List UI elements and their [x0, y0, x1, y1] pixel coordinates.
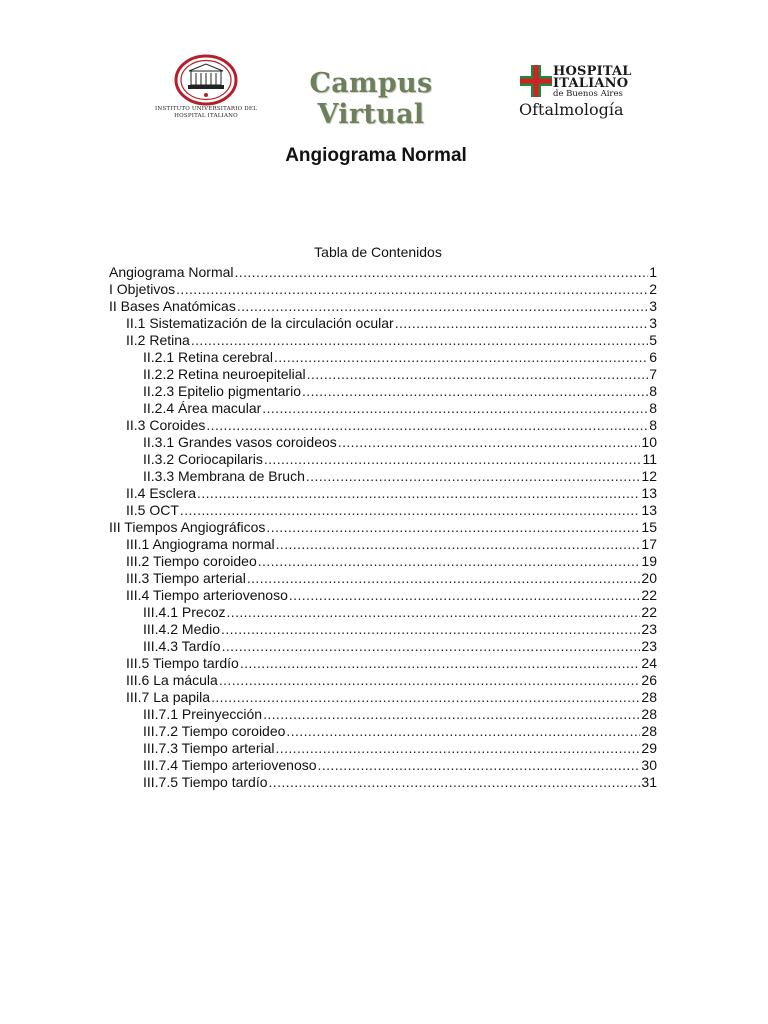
toc-dot-leader	[274, 349, 648, 366]
toc-entry-label: II.2.1 Retina cerebral	[143, 349, 273, 365]
toc-entry-label: III.5 Tiempo tardío	[126, 655, 239, 671]
toc-entry[interactable]	[109, 451, 657, 468]
toc-dot-leader	[235, 264, 649, 281]
toc-entry-label: III.7.5 Tiempo tardío	[143, 774, 268, 790]
toc-entry-page: 24	[641, 655, 657, 671]
toc-entry-page: 31	[641, 774, 657, 790]
toc-entry[interactable]	[109, 485, 657, 502]
toc-entry-label: II.2.2 Retina neuroepitelial	[143, 366, 306, 382]
toc-dot-leader	[264, 451, 642, 468]
toc-entry-page: 7	[649, 366, 657, 382]
toc-dot-leader	[306, 468, 641, 485]
hospital-name-line1: HOSPITAL	[553, 64, 632, 79]
toc-entry[interactable]	[109, 553, 657, 570]
table-of-contents	[109, 264, 657, 791]
toc-entry-page: 8	[649, 400, 657, 416]
toc-entry-page: 8	[649, 383, 657, 399]
toc-entry-label: II.3.2 Coriocapilaris	[143, 451, 263, 467]
toc-dot-leader	[338, 434, 641, 451]
toc-entry-page: 1	[649, 264, 657, 280]
toc-dot-leader	[263, 706, 640, 723]
toc-entry-page: 13	[641, 502, 657, 518]
toc-entry-page: 12	[641, 468, 657, 484]
toc-entry-label: III.4.3 Tardío	[143, 638, 221, 654]
toc-entry-page: 8	[649, 417, 657, 433]
toc-entry-page: 11	[642, 451, 657, 467]
toc-entry-page: 5	[649, 332, 657, 348]
toc-dot-leader	[262, 400, 648, 417]
toc-entry[interactable]	[109, 281, 657, 298]
toc-entry-label: II.4 Esclera	[126, 485, 197, 501]
toc-dot-leader	[237, 298, 648, 315]
toc-entry-label: III.2 Tiempo coroideo	[126, 553, 257, 569]
toc-entry-label: I Objetivos	[109, 281, 176, 297]
toc-entry-page: 22	[641, 604, 657, 620]
toc-entry-label: III.4.1 Precoz	[143, 604, 226, 620]
toc-entry[interactable]	[109, 519, 657, 536]
toc-dot-leader	[240, 655, 641, 672]
toc-dot-leader	[191, 332, 648, 349]
toc-entry-page: 13	[641, 485, 657, 501]
toc-dot-leader	[226, 604, 640, 621]
toc-entry-page: 15	[641, 519, 657, 535]
toc-dot-leader	[302, 383, 648, 400]
toc-entry[interactable]	[109, 366, 657, 383]
toc-entry-label: III.7.4 Tiempo arteriovenoso	[143, 757, 317, 773]
toc-dot-leader	[286, 723, 640, 740]
toc-entry-label: II.2 Retina	[126, 332, 190, 348]
toc-entry-page: 23	[641, 621, 657, 637]
toc-entry-label: III.6 La mácula	[126, 672, 218, 688]
toc-entry-label: III.7.1 Preinyección	[143, 706, 263, 722]
toc-entry-label: II Bases Anatómicas	[109, 298, 236, 314]
campus-virtual-logo: Campus Virtual	[309, 68, 433, 130]
toc-entry-label: II.2.4 Área macular	[143, 400, 262, 416]
toc-dot-leader	[307, 366, 649, 383]
hospital-logo	[515, 64, 645, 124]
toc-entry-page: 20	[641, 570, 657, 586]
toc-entry-page: 3	[649, 315, 657, 331]
toc-entry-label: II.2.3 Epitelio pigmentario	[143, 383, 301, 399]
toc-entry[interactable]	[109, 604, 657, 621]
toc-entry-page: 6	[649, 349, 657, 365]
toc-entry-page: 28	[641, 706, 657, 722]
document-title: Angiograma Normal	[285, 145, 467, 166]
toc-dot-leader	[206, 417, 648, 434]
toc-entry[interactable]	[109, 383, 657, 400]
toc-entry-page: 23	[641, 638, 657, 654]
toc-entry-page: 17	[641, 536, 657, 552]
institute-logo	[146, 54, 266, 124]
toc-entry[interactable]	[109, 757, 657, 774]
toc-entry[interactable]	[109, 298, 657, 315]
toc-dot-leader	[276, 536, 641, 553]
toc-entry-label: III.7.3 Tiempo arterial	[143, 740, 275, 756]
toc-entry[interactable]	[109, 570, 657, 587]
toc-entry-page: 26	[641, 672, 657, 688]
toc-dot-leader	[176, 281, 648, 298]
toc-entry[interactable]	[109, 536, 657, 553]
toc-entry-page: 2	[649, 281, 657, 297]
toc-dot-leader	[395, 315, 649, 332]
toc-dot-leader	[180, 502, 641, 519]
hospital-name-line3: de Buenos Aires	[553, 89, 623, 99]
toc-dot-leader	[211, 689, 640, 706]
toc-entry[interactable]	[109, 740, 657, 757]
toc-entry-page: 29	[641, 740, 657, 756]
toc-entry-label: III.7.2 Tiempo coroideo	[143, 723, 286, 739]
page-header	[120, 50, 648, 130]
toc-entry-label: II.5 OCT	[126, 502, 179, 518]
toc-entry-label: III.3 Tiempo arterial	[126, 570, 246, 586]
toc-entry-label: III.1 Angiograma normal	[126, 536, 275, 552]
institute-logo-text: INSTITUTO UNIVERSITARIO DEL HOSPITAL ITALIANO	[155, 106, 257, 119]
toc-dot-leader	[269, 774, 641, 791]
toc-dot-leader	[258, 553, 641, 570]
toc-dot-leader	[219, 672, 641, 689]
toc-dot-leader	[276, 740, 641, 757]
toc-entry-label: III.4 Tiempo arteriovenoso	[126, 587, 288, 603]
toc-entry[interactable]	[109, 349, 657, 366]
toc-entry[interactable]	[109, 672, 657, 689]
toc-entry-label: II.3.1 Grandes vasos coroideos	[143, 434, 337, 450]
toc-entry[interactable]	[109, 400, 657, 417]
toc-entry[interactable]	[109, 587, 657, 604]
toc-entry[interactable]	[109, 621, 657, 638]
toc-entry[interactable]	[109, 264, 657, 281]
toc-entry[interactable]	[109, 315, 657, 332]
toc-entry[interactable]	[109, 434, 657, 451]
toc-entry-label: III Tiempos Angiográficos	[109, 519, 266, 535]
toc-entry-page: 19	[641, 553, 657, 569]
toc-entry-page: 28	[641, 723, 657, 739]
toc-entry-label: II.3.3 Membrana de Bruch	[143, 468, 305, 484]
toc-entry[interactable]	[109, 723, 657, 740]
toc-entry[interactable]	[109, 638, 657, 655]
toc-entry-page: 28	[641, 689, 657, 705]
toc-entry-label: II.3 Coroides	[126, 417, 206, 433]
toc-heading: Tabla de Contenidos	[314, 244, 442, 260]
toc-entry-page: 3	[649, 298, 657, 314]
toc-entry-page: 10	[641, 434, 657, 450]
toc-dot-leader	[318, 757, 641, 774]
toc-entry[interactable]	[109, 332, 657, 349]
institute-seal-icon	[174, 54, 238, 106]
toc-entry-page: 30	[641, 757, 657, 773]
hospital-cross-icon	[520, 65, 552, 97]
toc-entry[interactable]	[109, 774, 657, 791]
toc-dot-leader	[222, 638, 641, 655]
toc-dot-leader	[221, 621, 640, 638]
toc-dot-leader	[247, 570, 641, 587]
toc-entry[interactable]	[109, 689, 657, 706]
toc-entry-label: II.1 Sistematización de la circulación ocular	[126, 315, 394, 331]
hospital-name-line2: ITALIANO	[553, 76, 629, 91]
toc-entry-page: 22	[641, 587, 657, 603]
toc-dot-leader	[289, 587, 641, 604]
toc-entry[interactable]	[109, 706, 657, 723]
toc-entry-label: Angiograma Normal	[109, 264, 234, 280]
toc-dot-leader	[197, 485, 640, 502]
toc-dot-leader	[266, 519, 640, 536]
toc-entry[interactable]	[109, 502, 657, 519]
toc-entry[interactable]	[109, 468, 657, 485]
toc-entry-label: III.4.2 Medio	[143, 621, 221, 637]
toc-entry-label: III.7 La papila	[126, 689, 211, 705]
toc-entry[interactable]	[109, 655, 657, 672]
toc-entry[interactable]	[109, 417, 657, 434]
department-name: Oftalmología	[519, 100, 624, 119]
